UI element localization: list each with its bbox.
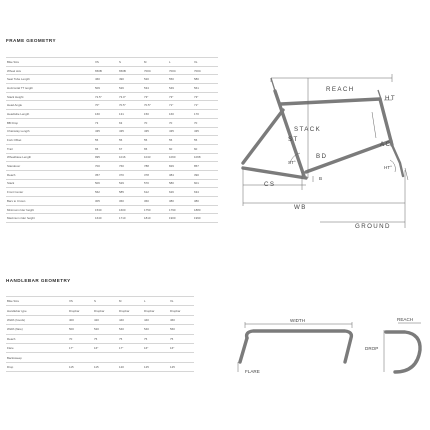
row-label: Trail (6, 144, 94, 153)
table-cell: 55 (118, 136, 143, 145)
table-cell: 360 (143, 197, 168, 206)
table-cell: 1043 (143, 153, 168, 162)
table-cell: 526 (118, 84, 143, 93)
table-cell: 16° (93, 343, 118, 352)
table-cell: 534 (143, 84, 168, 93)
handlebar-side-view (386, 332, 420, 372)
table-cell: 700C (193, 66, 218, 75)
table-cell: 73° (193, 92, 218, 101)
table-cell: 560 (169, 325, 194, 334)
reach-label-hb: REACH (397, 317, 414, 322)
table-cell: 1810 (143, 214, 168, 223)
table-cell: 500 (68, 325, 93, 334)
table-cell: 520 (143, 75, 168, 84)
table-cell: M (143, 58, 168, 67)
table-cell: 506 (94, 179, 118, 188)
table-cell: 549 (168, 84, 193, 93)
table-cell: 55 (193, 136, 218, 145)
row-label: Wheel size (6, 66, 94, 75)
table-cell: 75 (169, 334, 194, 343)
table-cell: 829 (168, 162, 193, 171)
table-cell: 67 (118, 144, 143, 153)
table-cell: XS (94, 58, 118, 67)
table-cell: 70 (193, 118, 218, 127)
table-cell: 16° (143, 343, 169, 352)
table-cell: 65 (143, 144, 168, 153)
table-cell: 995 (94, 153, 118, 162)
ht-angle-label: HT° (384, 165, 392, 170)
table-cell: 540 (143, 325, 169, 334)
row-label: Seat Tube Length (6, 75, 94, 84)
width-label: WIDTH (290, 318, 306, 323)
table-cell: 788 (143, 162, 168, 171)
table-cell: 435 (118, 127, 143, 136)
ac-label: AC (380, 141, 392, 148)
row-label: Stack Height (6, 92, 94, 101)
table-cell: 1068 (193, 153, 218, 162)
table-cell: 63 (118, 118, 143, 127)
table-cell: 580 (168, 179, 193, 188)
table-cell: 125 (169, 362, 194, 371)
ht-label: HT (385, 95, 397, 102)
table-cell: 420 (93, 315, 118, 324)
table-cell: 120 (118, 362, 143, 371)
table-cell: 460 (169, 315, 194, 324)
table-cell: 357 (94, 170, 118, 179)
table-cell: 75 (118, 334, 143, 343)
table-cell: 1710 (118, 214, 143, 223)
table-cell: 1990 (193, 214, 218, 223)
table-cell: 1750 (143, 205, 168, 214)
table-cell: 60 (193, 144, 218, 153)
table-cell: 16° (169, 343, 194, 352)
table-cell: 440 (118, 315, 143, 324)
table-cell: 529 (118, 179, 143, 188)
row-label: Fork Offset (6, 136, 94, 145)
table-cell: 73° (143, 92, 168, 101)
table-cell: 562 (94, 188, 118, 197)
table-cell: 380 (168, 197, 193, 206)
handlebar-front-view (240, 331, 351, 362)
row-label: Bars to Crown (6, 197, 94, 206)
table-cell: 650B (94, 66, 118, 75)
table-cell: 170 (193, 110, 218, 119)
table-cell: 612 (143, 188, 168, 197)
table-cell: Dropbar (93, 306, 118, 315)
table-cell: 760 (118, 162, 143, 171)
row-label: Handlebar type (6, 306, 68, 315)
row-label: Front Center (6, 188, 94, 197)
table-cell: 435 (94, 127, 118, 136)
b-label: B (319, 176, 323, 181)
table-cell: 55 (143, 136, 168, 145)
table-cell: L (143, 297, 169, 306)
table-cell: 125 (143, 362, 169, 371)
table-cell: 73 (94, 118, 118, 127)
table-cell: 400 (68, 315, 93, 324)
table-cell: 380 (193, 197, 218, 206)
table-cell: 305 (94, 197, 118, 206)
table-cell: S (93, 297, 118, 306)
table-cell: 435 (143, 127, 168, 136)
handlebar-geometry-title: HANDLEBAR GEOMETRY (6, 278, 71, 283)
st-label: ST (288, 136, 299, 143)
table-cell: 634 (193, 188, 218, 197)
table-cell: 585 (118, 188, 143, 197)
table-cell: 75 (93, 334, 118, 343)
table-cell: 115 (93, 362, 118, 371)
table-cell: 435 (193, 127, 218, 136)
table-cell: 160 (168, 110, 193, 119)
table-cell: 700C (143, 66, 168, 75)
table-cell: 1880 (193, 205, 218, 214)
table-cell: Dropbar (68, 306, 93, 315)
table-cell: 17° (118, 343, 143, 352)
table-cell: 460 (94, 75, 118, 84)
table-cell: 70.5° (118, 101, 143, 110)
table-cell: 1060 (168, 153, 193, 162)
row-label: Chainstay Length (6, 127, 94, 136)
table-cell: 626 (168, 188, 193, 197)
row-label: Reach (6, 170, 94, 179)
table-cell: M (118, 297, 143, 306)
row-label: Stack (6, 179, 94, 188)
table-cell: 160 (94, 110, 118, 119)
table-cell: 71° (168, 101, 193, 110)
row-label: Maximum rider height (6, 214, 94, 223)
table-cell: Dropbar (118, 306, 143, 315)
table-cell: 570 (143, 179, 168, 188)
table-cell: 70 (68, 334, 93, 343)
table-cell: Dropbar (143, 306, 169, 315)
table-cell: 115 (68, 362, 93, 371)
table-cell: 360 (118, 197, 143, 206)
drop-label: DROP (365, 346, 379, 351)
table-cell: S (118, 58, 143, 67)
table-cell: 1640 (94, 214, 118, 223)
table-cell: 70 (143, 118, 168, 127)
row-label: Standover (6, 162, 94, 171)
table-cell: 509 (94, 84, 118, 93)
table-cell: 65 (94, 144, 118, 153)
table-cell: 700C (168, 66, 193, 75)
row-label: Minimum rider height (6, 205, 94, 214)
flare-label: FLARE (245, 369, 260, 374)
table-cell: 70.5° (143, 101, 168, 110)
table-cell: 490 (118, 75, 143, 84)
table-cell: 70° (94, 101, 118, 110)
table-cell: 60 (168, 144, 193, 153)
row-label: Backsweep (6, 353, 68, 362)
table-cell: 370 (118, 170, 143, 179)
row-label: Horizontal TT length (6, 84, 94, 93)
table-cell: XL (193, 58, 218, 67)
table-cell: 540 (118, 325, 143, 334)
table-cell: 390 (193, 170, 218, 179)
table-cell: 150 (143, 110, 168, 119)
ground-label: GROUND (355, 223, 391, 230)
row-label: Width (hoods) (6, 315, 68, 324)
table-cell: 601 (193, 179, 218, 188)
table-cell: 75 (143, 334, 169, 343)
cs-label: CS (264, 181, 276, 188)
frame-geometry-title: FRAME GEOMETRY (6, 38, 57, 43)
table-cell: 378 (143, 170, 168, 179)
table-cell: 1900 (168, 214, 193, 223)
table-cell: 1016 (118, 153, 143, 162)
table-cell: 857 (193, 162, 218, 171)
row-label: Headtube Length (6, 110, 94, 119)
table-cell: Dropbar (169, 306, 194, 315)
table-cell: XL (169, 297, 194, 306)
wb-label: WB (294, 204, 307, 211)
table-cell: 650B (118, 66, 143, 75)
table-cell: 384 (168, 170, 193, 179)
row-label: Head Angle (6, 101, 94, 110)
row-label: Wheelbase Length (6, 153, 94, 162)
table-cell: 131 (118, 110, 143, 119)
table-cell: L (168, 58, 193, 67)
row-label: BB Drop (6, 118, 94, 127)
table-cell: 550 (168, 75, 193, 84)
row-label: Drop (6, 362, 68, 371)
table-cell: 71° (193, 101, 218, 110)
row-label: Width (flare) (6, 325, 68, 334)
table-cell: 435 (168, 127, 193, 136)
table-cell: 55 (168, 136, 193, 145)
row-label: Reach (6, 334, 68, 343)
stack-label: STACK (294, 126, 322, 133)
row-label: Bike Size (6, 58, 94, 67)
table-cell: 700 (94, 162, 118, 171)
row-label: Bike Size (6, 297, 68, 306)
table-cell: 1530 (94, 205, 118, 214)
table-cell: 55 (94, 136, 118, 145)
table-cell: 73° (168, 92, 193, 101)
table-cell: 561 (193, 84, 218, 93)
table-cell: 72.5° (94, 92, 118, 101)
table-cell: 440 (143, 315, 169, 324)
table-cell: 520 (93, 325, 118, 334)
row-label: Flare (6, 343, 68, 352)
reach-label: REACH (326, 86, 355, 93)
bd-label: BD (316, 153, 328, 160)
table-cell: XS (68, 297, 93, 306)
table-cell: 1600 (118, 205, 143, 214)
table-cell: 17° (68, 343, 93, 352)
table-cell: 580 (193, 75, 218, 84)
table-cell: 73.0° (118, 92, 143, 101)
table-cell: 1790 (168, 205, 193, 214)
table-cell: 70 (168, 118, 193, 127)
st-angle-label: ST° (288, 160, 296, 165)
